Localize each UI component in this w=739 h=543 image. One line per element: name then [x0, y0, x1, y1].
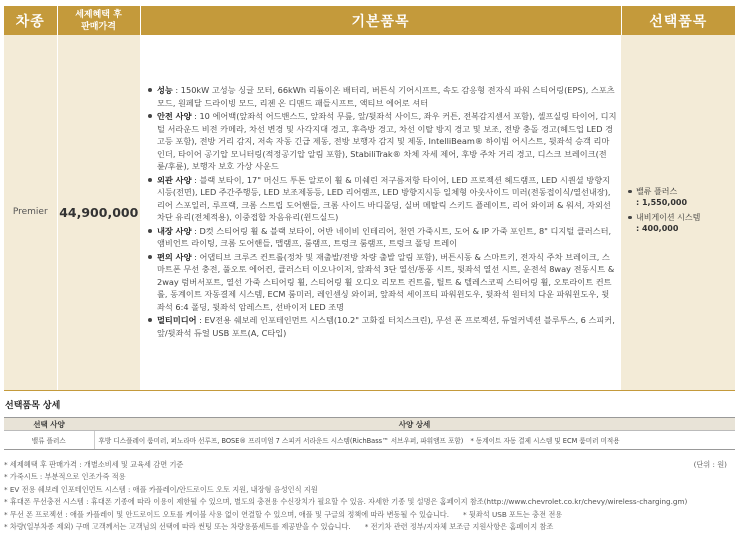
basic-item-text: : D컷 스티어링 휠 & 블랙 보타이, 어반 네이비 인테리어, 천연 가죽시트, 도어 & IP 가죽 포인트, 8" 디지털 클러스터, 앰비언트 라이팅, 크롬 도어핸들, 맵램프, 룸램프, 트렁크 룸램프, 트렁크 폴딩 트레이 — [157, 225, 612, 249]
basic-item — [146, 225, 617, 250]
header-price — [57, 6, 140, 35]
col-detail: 사양 상세 — [94, 418, 735, 431]
basic-item-label: 안전 사양 — [157, 111, 192, 122]
option-price: : 400,000 — [636, 224, 679, 234]
basic-item — [146, 174, 617, 224]
footnotes — [4, 459, 735, 533]
basic-item-label: 멀티미디어 — [157, 315, 197, 326]
basic-item — [146, 84, 617, 109]
option-item — [627, 212, 735, 234]
header-price-line1: 세제혜택 후 — [75, 9, 122, 20]
unit-label: (단위 : 원) — [693, 460, 727, 469]
basic-item-text: : 블랙 보타이, 17" 머신드 투톤 알로이 휠 & 미쉐린 저구름저항 타이어, LED 프로젝션 헤드램프, LED 시퀀셜 방향지시등(전면), LED 주간주행등, LED 보조제동등, LED 리어램프, LED 방향지시등 일체형 아웃사이드 미러(전동접이식/열선내장), 리어 스포일러, 루프랙, 크롬 스트립 도어핸들, 크롬 사이드 바디몰딩, 실버 메탈릭 스키드 플레이트, 리어 와이퍼 & 워셔, 자외선 차단 유리(전체적용), 이중접합 차음유리(윈드실드) — [157, 174, 611, 223]
basic-item-text: : 10 에어백(앞좌석 어드밴스드, 앞좌석 무릎, 앞/뒷좌석 사이드, 좌우 커튼, 전복감지센서 포함), 셀프실링 타이어, 디지털 서라운드 비전 카메라, 차선 변경 및 사각지대 경고, 후측방 경고, 차선 이탈 방지 경고 및 보조, 전방 충돌 경고(헤드업 LED 경고등 포함), 전방 거리 감지, 저속 자동 긴급 제동, 전방 보행자 감지 및 제동, IntelliBeam® 하이빔 어시스트, 뒷좌석 승객 리마인더, 타이어 공기압 모니터링(적정공기압 알림 포함), StabiliTrak® 차체 자세 제어, 후방 주차 거리 경고, 디스크 브레이크(전륜/후륜), 보행자 보호 가상 사운드 — [157, 111, 617, 172]
basic-item-label: 편의 사양 — [157, 251, 192, 262]
option-detail-a: 후방 디스플레이 룸미러, 퍼노라마 선루프, BOSE® 프리미엄 7 스피커 서라운드 시스템(RichBass™ 서브우퍼, 파워앰프 포함) — [98, 437, 464, 445]
header-option: 선택품목 — [621, 6, 735, 35]
trim-price-table — [4, 6, 735, 391]
trim-name: Premier — [4, 35, 57, 390]
option-items — [621, 35, 735, 390]
basic-item-label: 성능 — [157, 85, 173, 96]
table-row — [4, 431, 735, 450]
option-detail-b: * 동계이트 자동 결제 시스템 및 ECM 룸미러 미적용 — [470, 437, 620, 445]
note-line: * EV 전용 쉐보레 인포테인먼트 시스템 : 애플 카플레이/안드로이드 오토 지원, 내장형 음성인식 지원 — [4, 484, 318, 494]
option-name: 내비게이션 시스템 — [636, 213, 701, 223]
header-trim: 차종 — [4, 6, 57, 35]
note-line: * 세제혜택 후 판매가격 : 개별소비세 및 교육세 감면 기준 — [4, 460, 184, 469]
basic-item — [146, 251, 617, 314]
option-item — [627, 186, 735, 208]
basic-item-text: : 150kW 고성능 싱글 모터, 66kWh 리튬이온 배터리, 버튼식 기어시프트, 속도 감응형 전자식 파워 스티어링(EPS), 스포츠 모드, 원페달 드라이빙 모드, 리젠 온 디맨드 패들시프트, 액티브 에어로 셔터 — [157, 85, 615, 108]
note-tail: * 전기차 관련 정부/지자체 보조금 지원사항은 홈페이지 참조 — [364, 522, 554, 532]
trim-price: 44,900,000 — [57, 35, 140, 390]
option-price: : 1,550,000 — [636, 198, 688, 208]
option-detail-name: 밸류 플러스 — [4, 431, 94, 450]
note-tail: * 뒷좌석 USB 포트는 충전 전용 — [463, 509, 563, 519]
basic-item-label: 내장 사양 — [157, 225, 192, 236]
option-detail-table — [4, 417, 735, 450]
basic-item-text: : 어댑티브 크루즈 컨트롤(정차 및 재출발/전방 차량 출발 알림 포함), 버튼시동 & 스마트키, 전자식 주차 브레이크, 스마트폰 무선 충전, 풀오토 에어컨, 클러스터 이오나이저, 앞좌석 3단 열선/통풍 시트, 뒷좌석 열선 시트, 운전석 8way 전동시트 & 2way 럼버서포트, 열선 가죽 스티어링 휠, 스티어링 휠 오디오 리모트 컨트롤, 틸트 & 텔레스코픽 스티어링 휠, 오토라이트 컨트롤, 동계이트 자동결제 시스템, ECM 룸미러, 레인센싱 와이퍼, 앞좌석 세이프티 파워윈도우, 뒷좌석 원터치 다운 파워윈도우, 뒷좌석 6:4 폴딩, 뒷좌석 암레스트, 선바이저 LED 조명 — [157, 251, 615, 312]
basic-items — [140, 35, 621, 390]
basic-item — [146, 110, 617, 173]
note-line: * 차량(일부차종 제외) 구매 고객께서는 고객님의 선택에 따라 썬팅 또는 차량용품세트를 제공받을 수 있습니다. — [4, 522, 351, 532]
col-option: 선택 사양 — [4, 418, 94, 431]
option-name: 밸류 플러스 — [636, 187, 678, 197]
table-row — [4, 35, 735, 390]
note-line: * 가죽시트 : 부분적으로 인조가죽 적용 — [4, 472, 126, 482]
option-detail-text — [94, 431, 735, 450]
note-line: * 휴대폰 무선충전 시스템 : 휴대폰 기종에 따라 이용이 제한될 수 있으며, 별도의 충전용 수신장치가 필요할 수 있음. 자세한 기종 및 설명은 홈페이지 참조(http://www.chevrolet.co.kr/chevy/wireless-charging.gm) — [4, 497, 688, 507]
note-line: * 무선 폰 프로젝션 : 애플 카플레이 및 안드로이드 오토를 케이블 사용 없이 연결할 수 있으며, 애플 및 구글의 정책에 따라 변동될 수 있습니다. — [4, 509, 450, 519]
option-detail-title: 선택품목 상세 — [5, 401, 61, 411]
option-detail-header — [4, 418, 735, 431]
basic-item-text: : EV전용 쉐보레 인포테인먼트 시스템(10.2" 고화질 터치스크린), 무선 폰 프로젝션, 듀얼커넥션 블루투스, 6 스피커, 앞/뒷좌석 듀얼 USB 포트(A, C타입) — [157, 315, 615, 338]
basic-item — [146, 314, 617, 339]
basic-item-label: 외관 사양 — [157, 174, 192, 185]
header-basic: 기본품목 — [140, 6, 621, 35]
table-header — [4, 6, 735, 35]
header-price-line2: 판매가격 — [81, 21, 116, 32]
